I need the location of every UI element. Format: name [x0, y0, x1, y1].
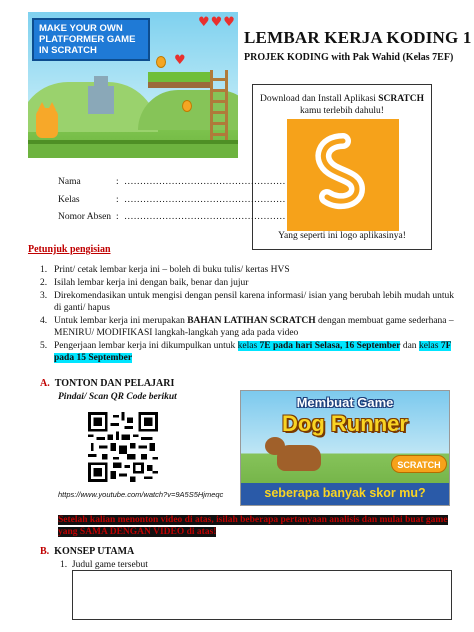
scratch-logo-icon: [287, 119, 399, 231]
note-text: Setelah kalian menonton video di atas, isilah beberapa pertanyaan analisis dan mulai buat game yang SAMA DENGAN VIDEO di atas!: [58, 515, 448, 537]
thumb-line1: Membuat Game: [296, 395, 394, 410]
item-number: 4.: [40, 316, 48, 326]
scan-instruction: Pindai/ Scan QR Code berikut: [58, 392, 177, 402]
item-text: dan: [400, 341, 419, 351]
field-colon: :: [116, 177, 119, 187]
thumb-line2: Dog Runner: [282, 411, 408, 436]
download-line2: kamu terlebih dahulu!: [300, 106, 384, 116]
page-title: LEMBAR KERJA KODING 1: [244, 28, 472, 47]
item-text: Print/ cetak lembar kerja ini – boleh di buku tulis/ kertas HVS: [54, 265, 290, 275]
video-url-link[interactable]: https://www.youtube.com/watch?v=9A5S5Hjmeqc: [58, 490, 224, 499]
logo-caption: Yang seperti ini logo aplikasinya!: [278, 231, 406, 241]
list-item: [40, 277, 460, 289]
section-title: KONSEP UTAMA: [54, 546, 135, 557]
instructions-heading: Petunjuk pengisian: [28, 244, 111, 255]
item-number: 3.: [40, 291, 48, 301]
item-text: Untuk lembar kerja ini merupakan: [54, 316, 188, 326]
highlight-text: kelas: [418, 341, 441, 351]
section-title: TONTON DAN PELAJARI: [54, 378, 175, 389]
field-colon: :: [116, 212, 119, 222]
list-item: [40, 340, 460, 364]
item-number: 2.: [40, 278, 48, 288]
item-number: 1.: [60, 560, 68, 570]
section-b-heading: [40, 546, 134, 557]
heart-icon: ♥: [174, 53, 186, 68]
app-name: SCRATCH: [378, 94, 424, 104]
question-1: [60, 560, 148, 570]
item-number: 1.: [40, 265, 48, 275]
ground-decoration: [28, 140, 238, 158]
highlight-text-bold: 7E pada hari Selasa, 16 September: [259, 341, 401, 351]
qr-code-icon[interactable]: [88, 412, 158, 482]
field-label-nomor-absen: Nomor Absen: [58, 212, 112, 222]
section-letter: A.: [40, 378, 50, 389]
field-blank-kelas[interactable]: ……………………………………………: [124, 195, 286, 205]
scratch-badge: SCRATCH: [391, 455, 447, 473]
instructions-list: [40, 264, 460, 365]
hearts-lives: ♥♥♥: [198, 15, 236, 30]
section-letter: B.: [40, 546, 50, 557]
list-item: [40, 264, 460, 276]
field-blank-nama[interactable]: ……………………………………………: [124, 177, 286, 187]
field-label-kelas: Kelas: [58, 195, 80, 205]
item-text: Direkomendasikan untuk mengisi dengan pensil karena informasi/ isian yang berubah lebih mudah untuk di ganti/ hapus: [54, 291, 454, 313]
field-label-nama: Nama: [58, 177, 81, 187]
banner-title: MAKE YOUR OWN PLATFORMER GAME IN SCRATCH: [32, 18, 150, 61]
castle-decoration: [88, 86, 114, 114]
list-item: [40, 290, 460, 314]
download-box: [252, 84, 432, 250]
download-text: [253, 93, 431, 117]
video-thumbnail[interactable]: [240, 390, 450, 506]
ladder-decoration: [210, 70, 228, 140]
highlight-7e: [238, 341, 401, 351]
coin-icon: [156, 56, 166, 68]
answer-box[interactable]: [72, 570, 452, 620]
list-item: [40, 315, 460, 339]
thumb-line3: seberapa banyak skor mu?: [264, 486, 426, 500]
field-colon: :: [116, 195, 119, 205]
item-text-bold: BAHAN LATIHAN SCRATCH: [187, 316, 316, 326]
item-text: Judul game tersebut: [71, 560, 148, 570]
coin-icon: [182, 100, 192, 112]
item-text: Isilah lembar kerja ini dengan baik, benar dan jujur: [54, 278, 249, 288]
scratch-cat-icon: [36, 108, 58, 138]
item-number: 5.: [40, 341, 48, 351]
platform-decoration: [148, 72, 210, 88]
field-blank-nomor-absen[interactable]: ……………………………………………: [124, 212, 286, 222]
dog-icon: [277, 445, 321, 471]
item-text: Pengerjaan lembar kerja ini dikumpulkan untuk: [54, 341, 238, 351]
section-a-heading: [40, 378, 174, 389]
page-subtitle: PROJEK KODING with Pak Wahid (Kelas 7EF): [244, 52, 454, 63]
instruction-note: [58, 514, 458, 538]
banner-image: [28, 12, 238, 158]
highlight-text: kelas: [237, 341, 260, 351]
item-text: dengan membuat game sederhana – MENIRU/ MODIFIKASI langkah-langkah yang ada pada video: [54, 316, 454, 338]
highlight-text-bold: 7F pada 15 September: [54, 341, 452, 363]
download-line1: Download dan Install Aplikasi: [260, 94, 376, 104]
